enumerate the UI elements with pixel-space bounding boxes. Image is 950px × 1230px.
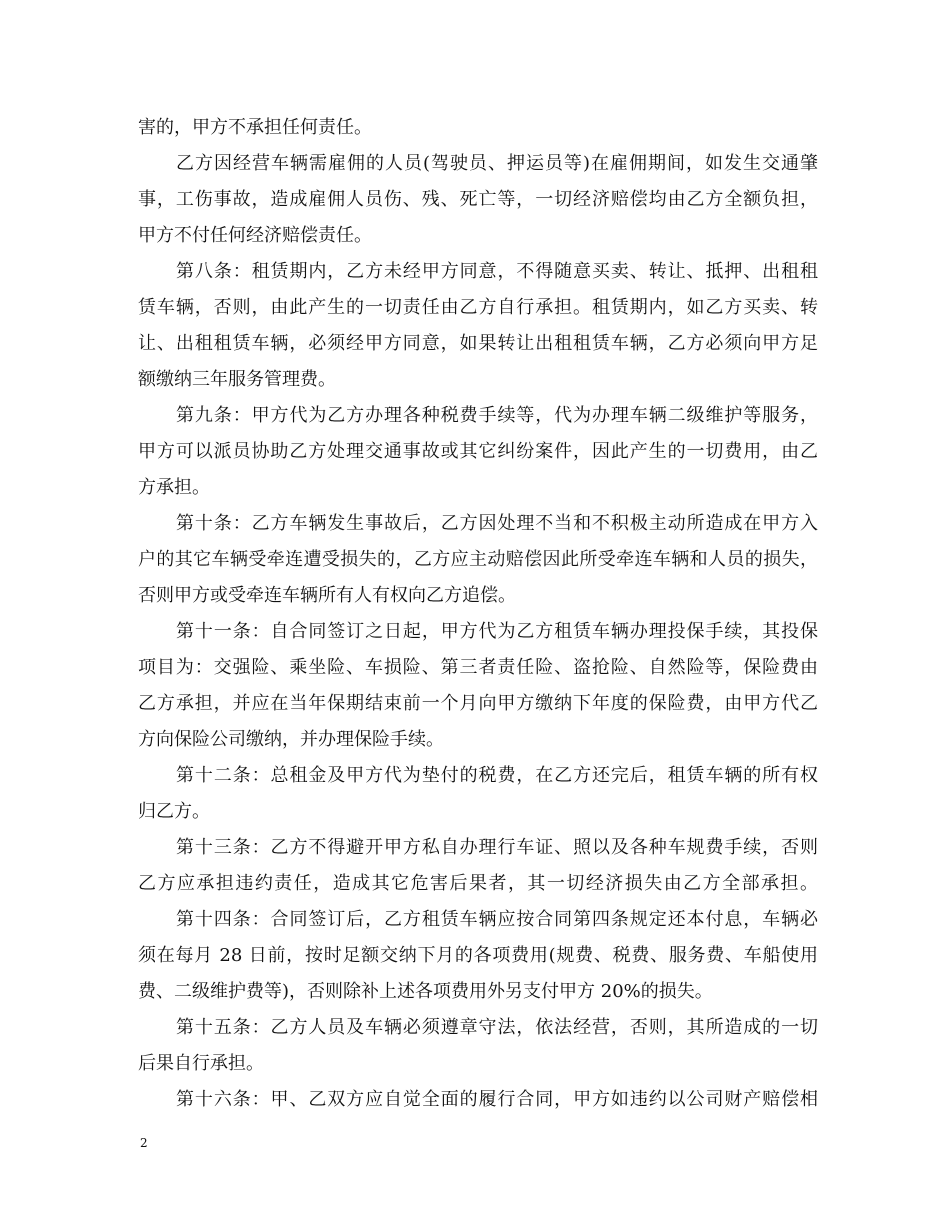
text-line: 事，工伤事故，造成雇佣人员伤、残、死亡等，一切经济赔偿均由乙方全额负担， [138,189,818,210]
text-line: 费、二级维护费等)，否则除补上述各项费用外另支付甲方 20%的损失。 [138,981,713,1002]
text-line: 第十二条：总租金及甲方代为垫付的税费，在乙方还完后，租赁车辆的所有权 [176,765,818,786]
text-line: 项目为：交强险、乘坐险、车损险、第三者责任险、盗抢险、自然险等，保险费由 [138,657,818,678]
text-line: 否则甲方或受牵连车辆所有人有权向乙方追偿。 [138,585,516,606]
text-line: 额缴纳三年服务管理费。 [138,369,336,390]
text-line: 乙方承担，并应在当年保期结束前一个月向甲方缴纳下年度的保险费，由甲方代乙 [138,693,818,714]
page-number: 2 [140,1136,148,1150]
text-line: 须在每月 28 日前，按时足额交纳下月的各项费用(规费、税费、服务费、车船使用 [138,945,818,966]
text-line: 让、出租租赁车辆，必须经甲方同意，如果转让出租租赁车辆，乙方必须向甲方足 [138,333,818,354]
text-line: 方承担。 [138,477,210,498]
text-line: 第十三条：乙方不得避开甲方私自办理行车证、照以及各种车规费手续，否则 [176,837,818,858]
text-line: 第十一条：自合同签订之日起，甲方代为乙方租赁车辆办理投保手续，其投保 [176,621,818,642]
text-line: 赁车辆，否则，由此产生的一切责任由乙方自行承担。租赁期内，如乙方买卖、转 [138,297,818,318]
text-line: 方向保险公司缴纳，并办理保险手续。 [138,729,444,750]
text-line: 归乙方。 [138,801,210,822]
text-line: 害的，甲方不承担任何责任。 [138,117,372,138]
text-line: 第十四条：合同签订后，乙方租赁车辆应按合同第四条规定还本付息，车辆必 [176,909,818,930]
text-line: 第八条：租赁期内，乙方未经甲方同意，不得随意买卖、转让、抵押、出租租 [176,261,818,282]
text-line: 第十条：乙方车辆发生事故后，乙方因处理不当和不积极主动所造成在甲方入 [176,513,818,534]
text-line: 第十五条：乙方人员及车辆必须遵章守法，依法经营，否则，其所造成的一切 [176,1017,818,1038]
text-line: 乙方应承担违约责任，造成其它危害后果者，其一切经济损失由乙方全部承担。 [138,873,818,894]
text-line: 第九条：甲方代为乙方办理各种税费手续等，代为办理车辆二级维护等服务， [176,405,818,426]
text-line: 后果自行承担。 [138,1053,264,1074]
text-line: 乙方因经营车辆需雇佣的人员(驾驶员、押运员等)在雇佣期间，如发生交通肇 [176,153,818,174]
text-line: 第十六条：甲、乙双方应自觉全面的履行合同，甲方如违约以公司财产赔偿相 [176,1089,818,1110]
text-line: 户的其它车辆受牵连遭受损失的，乙方应主动赔偿因此所受牵连车辆和人员的损失， [138,549,818,570]
text-line: 甲方可以派员协助乙方处理交通事故或其它纠纷案件，因此产生的一切费用，由乙 [138,441,818,462]
text-line: 甲方不付任何经济赔偿责任。 [138,225,372,246]
